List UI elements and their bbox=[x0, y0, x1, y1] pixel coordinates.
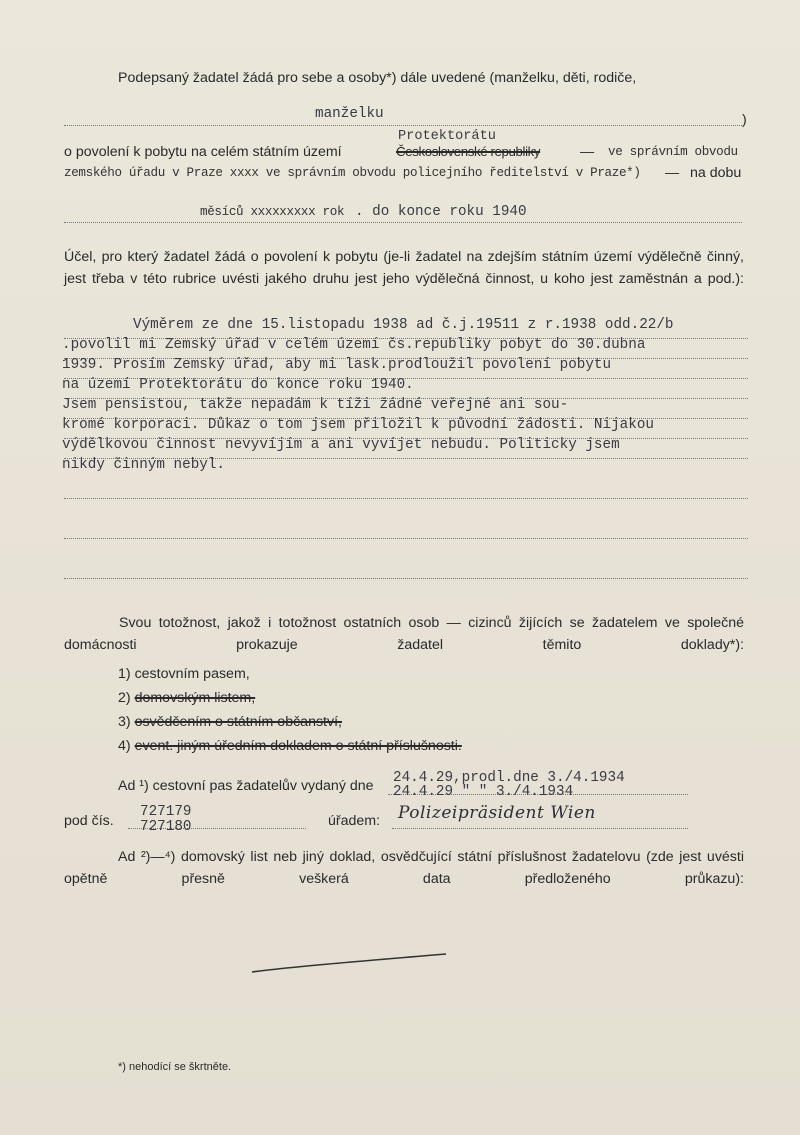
closing-paren: ) bbox=[742, 112, 747, 128]
admin-struck-1: ve správním obvodu bbox=[608, 145, 738, 159]
duration-value: . do konce roku 1940 bbox=[355, 204, 527, 220]
office-value: Polizeipräsident Wien bbox=[398, 803, 596, 823]
purpose-line-7: výdělkovou činnost nevyvíjím a ani vyvíjet nebudu. Politicky jsem bbox=[62, 437, 620, 453]
purpose-line-1: Výměrem ze dne 15.listopadu 1938 ad č.j.19511 z r.1938 odd.22/b bbox=[133, 317, 674, 333]
family-value: manželku bbox=[315, 106, 384, 122]
purpose-line-3: 1939. Prosím Zemský úřad, aby mi lask.prodloužil povolení pobytu bbox=[62, 357, 612, 373]
document-item-4: 4) event. jiným úředním dokladem o státní příslušnosti. bbox=[118, 738, 462, 754]
document-item-2: 2) domovským listem, bbox=[118, 690, 256, 706]
territory-overtyped: Protektorátu bbox=[398, 129, 496, 144]
document-item-1: 1) cestovním pasem, bbox=[118, 666, 250, 682]
intro-text: Podepsaný žadatel žádá pro sebe a osoby*) dále uvedené (manželku, děti, rodiče, bbox=[118, 70, 637, 86]
dash-2: — bbox=[665, 165, 680, 181]
period-label: na dobu bbox=[690, 165, 742, 181]
number-label: pod čís. bbox=[64, 813, 114, 829]
purpose-line-6: kromé korporaci. Důkaz o tom jsem přiložil k původní žádosti. Nijakou bbox=[62, 417, 654, 433]
pen-stroke-line bbox=[250, 950, 450, 980]
dash-1: — bbox=[580, 144, 595, 160]
footnote: *) nehodící se škrtněte. bbox=[118, 1061, 232, 1073]
admin-struck-2: zemského úřadu v Praze xxxx ve správním obvodu policejního ředitelství v Praze*) bbox=[64, 166, 641, 180]
territory-struck: Československé republiky bbox=[396, 144, 541, 159]
document-item-3: 3) osvědčením o státním občanství, bbox=[118, 714, 342, 730]
purpose-question: Účel, pro který žadatel žádá o povolení k pobytu (je-li žadatel na zdejším státním území výdělečně činný, jest třeba v této rubrice uvésti jakého druhu jest jeho výdělečná činnost, u koho jest zaměstnán a pod.): bbox=[64, 249, 744, 287]
ad1-dates-2: 24.4.29 " " 3./4.1934 bbox=[393, 784, 574, 800]
pass-number-2: 727180 bbox=[140, 819, 192, 835]
ad1-label: Ad ¹) cestovní pas žadatelův vydaný dne bbox=[118, 778, 374, 794]
permit-lead-text: o povolení k pobytu na celém státním území bbox=[64, 144, 342, 160]
purpose-line-5: Jsem pensistou, takže nepadám k tíži žádné veřejné ani sou- bbox=[62, 397, 569, 413]
office-label: úřadem: bbox=[328, 813, 381, 829]
purpose-line-4: na území Protektorátu do konce roku 1940. bbox=[62, 377, 414, 393]
ad1-dates-1: 24.4.29,prodl.dne 3./4.1934 bbox=[393, 770, 625, 786]
pass-number-1: 727179 bbox=[140, 804, 192, 820]
duration-struck: měsíců xxxxxxxxx rok bbox=[200, 205, 345, 219]
purpose-line-8: nikdy činným nebyl. bbox=[62, 457, 226, 473]
identity-question: Svou totožnost, jakož i totožnost ostatních osob — cizinců žijících se žadatelem ve společné domácnosti prokazuje žadatel těmito doklady*): bbox=[64, 615, 744, 653]
purpose-line-2: .povolil mi Zemský úřad v celém území čs.republiky pobyt do 30.dubna bbox=[62, 337, 646, 353]
ad2-text: Ad ²)—⁴) domovský list neb jiný doklad, osvědčující státní příslušnost žadatelovu (zde jest uvésti opětně přesně veškerá data předloženého průkazu): bbox=[64, 849, 744, 887]
